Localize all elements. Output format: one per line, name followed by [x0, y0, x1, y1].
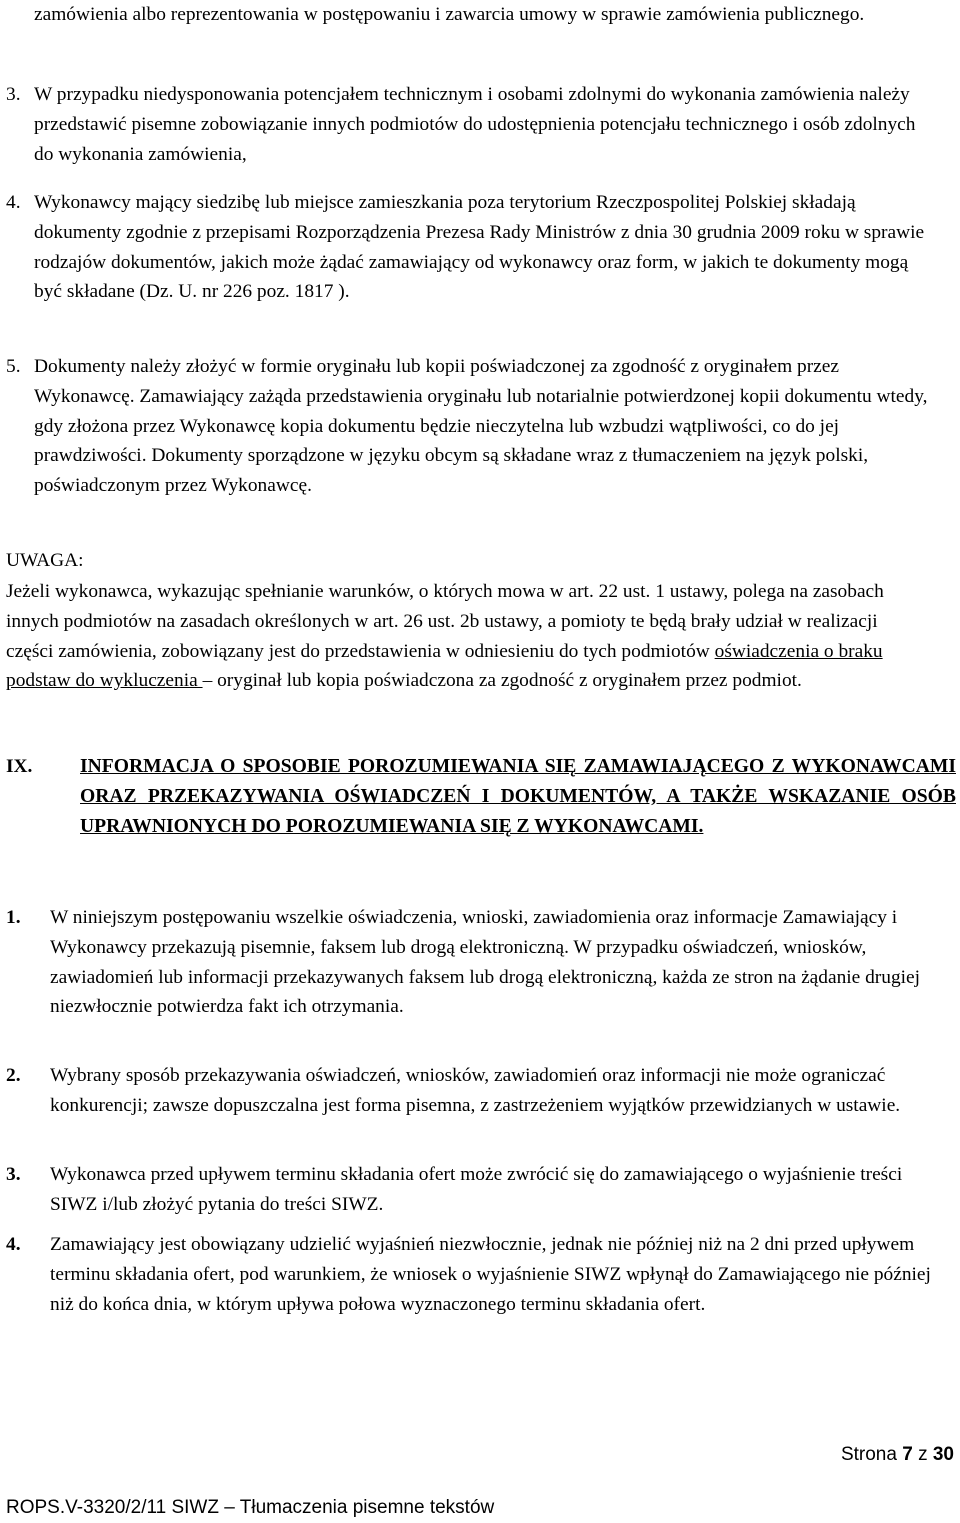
- section-item-3: [6, 1160, 936, 1220]
- list-item-3: [6, 80, 936, 169]
- section-item-2: [6, 1061, 936, 1121]
- section-heading: [6, 752, 956, 841]
- section-item-4: [6, 1230, 936, 1319]
- list-item-number: 4.: [6, 192, 21, 213]
- section-item-number: 2.: [6, 1065, 21, 1086]
- section-item-text: Wybrany sposób przekazywania oświadczeń, wniosków, zawiadomień oraz informacji nie może ograniczać konkurencji; zawsze dopuszczalna jest forma pisemna, z zastrzeżeniem wyjątków przewidzianych w ustawie.: [50, 1065, 901, 1116]
- uwaga-text-after: – oryginał lub kopia poświadczona za zgodność z oryginałem przez podmiot.: [202, 670, 802, 692]
- list-item-5: [6, 352, 936, 501]
- section-item-text: Zamawiający jest obowiązany udzielić wyjaśnień niezwłocznie, jednak nie później niż na 2 dni przed upływem terminu składania ofert, pod warunkiem, że wniosek o wyjaśnienie SIWZ wpłynął do Zamawiającego nie później niż do końca dnia, w którym upływa połowa wyznaczonego terminu składania ofert.: [50, 1234, 931, 1315]
- section-item-text: Wykonawca przed upływem terminu składania ofert może zwrócić się do zamawiającego o wyjaśnienie treści SIWZ i/lub złożyć pytania do treści SIWZ.: [50, 1164, 903, 1215]
- page-number-total: 30: [932, 1444, 954, 1465]
- list-item-text: W przypadku niedysponowania potencjałem technicznym i osobami zdolnymi do wykonania zamówienia należy przedstawić pisemne zobowiązanie innych podmiotów do udostępnienia potencjału technicznego i osób zdolnych do wykonania zamówienia,: [34, 84, 916, 165]
- section-item-1: [6, 903, 936, 1022]
- list-item-4: [6, 188, 936, 307]
- section-item-number: 4.: [6, 1234, 21, 1255]
- uwaga-label: UWAGA:: [6, 550, 84, 571]
- section-number: IX.: [6, 756, 33, 777]
- section-item-number: 3.: [6, 1164, 21, 1185]
- section-title: INFORMACJA O SPOSOBIE POROZUMIEWANIA SIĘ ZAMAWIAJĄCEGO Z WYKONAWCAMI ORAZ PRZEKAZYWANIA OŚWIADCZEŃ I DOKUMENTÓW, A TAKŻE WSKAZANIE OSÓB UPRAWNIONYCH DO POROZUMIEWANIA SIĘ Z WYKONAWCAMI.: [80, 756, 956, 837]
- page-number: [841, 1440, 954, 1470]
- list-item-text: Wykonawcy mający siedzibę lub miejsce zamieszkania poza terytorium Rzeczpospolitej Polskiej składają dokumenty zgodnie z przepisami Rozporządzenia Prezesa Rady Ministrów z dnia 30 grudnia 2009 roku w sprawie rodzajów dokumentów, jakich może żądać zamawiający od wykonawcy oraz form, w jakich te dokumenty mogą być składane (Dz. U. nr 226 poz. 1817 ).: [34, 192, 925, 303]
- document-reference: ROPS.V-3320/2/11 SIWZ – Tłumaczenia pisemne tekstów: [6, 1497, 495, 1518]
- page-number-label: Strona: [840, 1444, 897, 1465]
- uwaga-text-before: Jeżeli wykonawca, wykazując spełnianie warunków, o których mowa w art. 22 ust. 1 ustawy, polega na zasobach innych podmiotów na zasadach określonych w art. 26 ust. 2b ustawy, a pomioty te będą brały udział w realizacji części zamówienia, zobowiązany jest do przedstawienia w odniesieniu do tych podmiotów: [6, 581, 884, 662]
- uwaga-text-underlined: oświadczenia o braku podstaw do wykluczenia: [6, 640, 883, 692]
- list-item-number: 3.: [6, 84, 21, 105]
- list-item-number: 5.: [6, 356, 21, 377]
- section-item-text: W niniejszym postępowaniu wszelkie oświadczenia, wnioski, zawiadomienia oraz informacje Zamawiający i Wykonawcy przekazują pisemnie, faksem lub drogą elektroniczną. W przypadku oświadczeń, wniosków, zawiadomień lub informacji przekazywanych faksem lub drogą elektroniczną, każda ze stron na żądanie drugiej niezwłocznie potwierdza fakt ich otrzymania.: [50, 907, 921, 1018]
- page-number-current: 7: [902, 1444, 913, 1465]
- section-item-number: 1.: [6, 907, 21, 928]
- uwaga-paragraph: [6, 577, 921, 696]
- list-item-text: Dokumenty należy złożyć w formie oryginału lub kopii poświadczonej za zgodność z oryginałem przez Wykonawcę. Zamawiający zażąda przedstawienia oryginału lub notarialnie potwierdzonej kopii dokumentu wtedy, gdy złożona przez Wykonawcę kopia dokumentu będzie nieczytelna lub wzbudzi wątpliwości, co do jej prawdziwości. Dokumenty sporządzone w języku obcym są składane wraz z tłumaczeniem na język polski, poświadczonym przez Wykonawcę.: [34, 356, 928, 497]
- page-number-sep: z: [918, 1444, 928, 1465]
- intro-tail-paragraph: zamówienia albo reprezentowania w postępowaniu i zawarcia umowy w sprawie zamówienia publicznego.: [34, 4, 865, 25]
